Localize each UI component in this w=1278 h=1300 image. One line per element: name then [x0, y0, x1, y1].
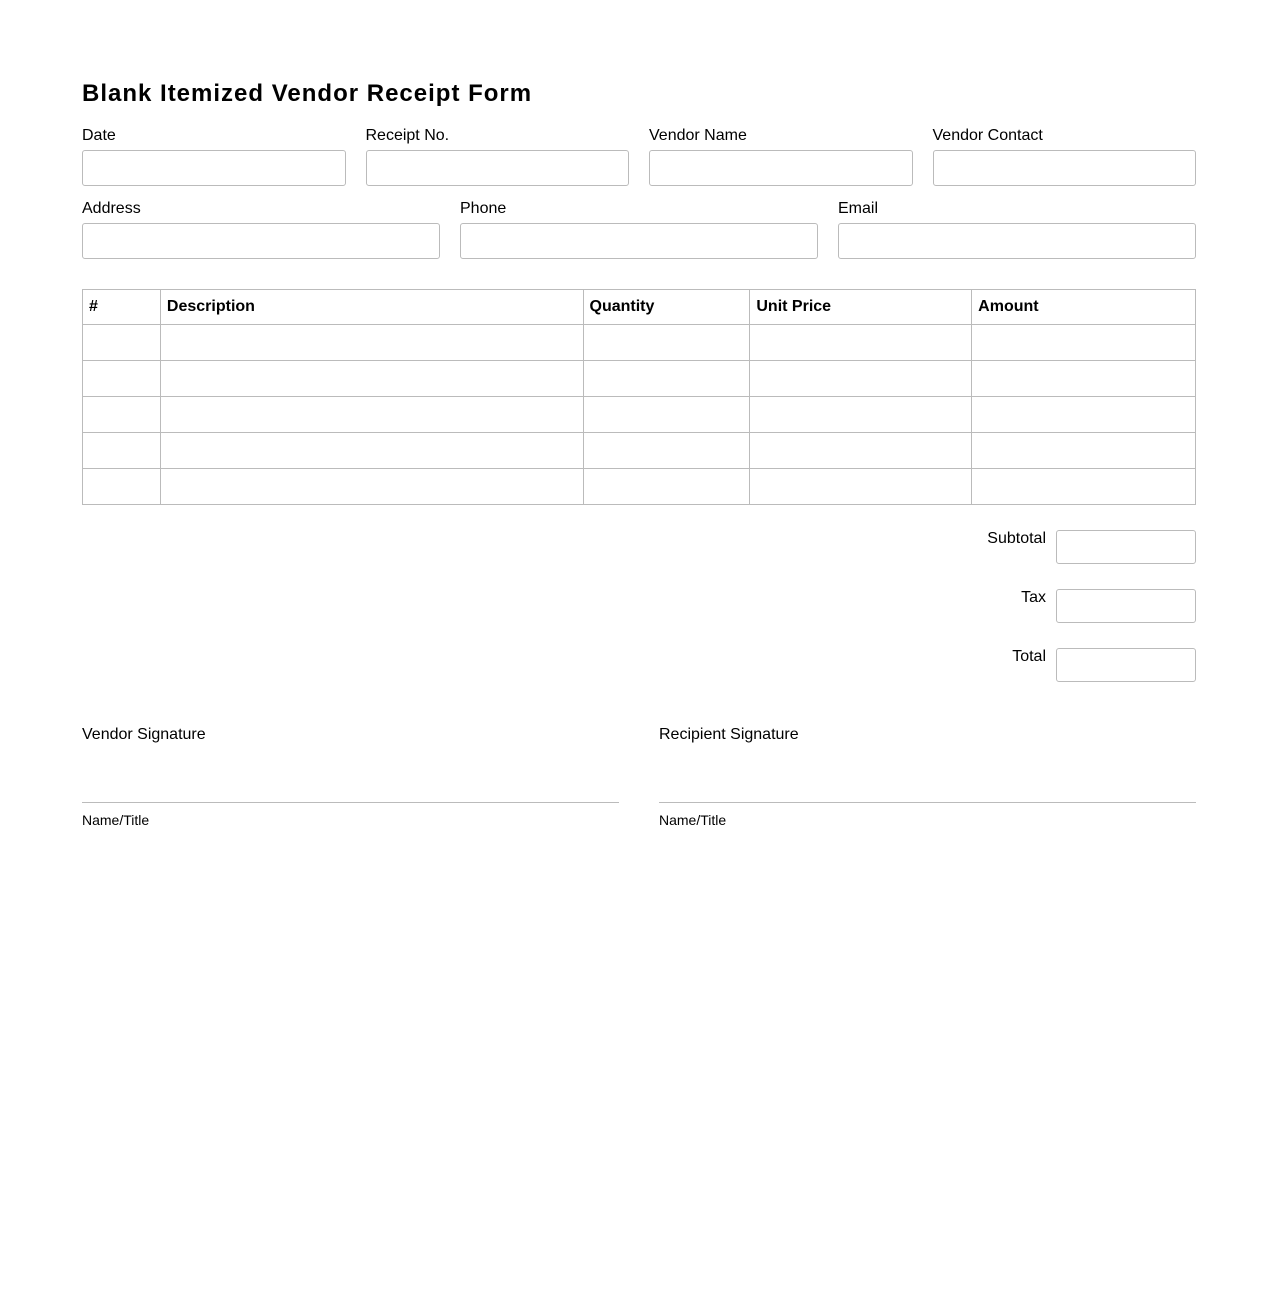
col-header-number: #	[83, 290, 161, 325]
date-input[interactable]	[82, 150, 346, 186]
cell-description[interactable]	[160, 469, 583, 505]
cell-description[interactable]	[160, 325, 583, 361]
email-label: Email	[838, 200, 879, 217]
cell-amount[interactable]	[972, 433, 1196, 469]
total-input[interactable]	[1056, 648, 1196, 682]
receipt-no-label: Receipt No.	[365, 127, 450, 144]
address-label: Address	[82, 200, 141, 217]
cell-quantity[interactable]	[583, 325, 750, 361]
email-input[interactable]	[838, 223, 1196, 259]
tax-row	[896, 589, 1196, 648]
recipient-name-title-label: Name/Title	[659, 812, 727, 828]
cell-quantity[interactable]	[583, 469, 750, 505]
totals-section	[896, 530, 1196, 707]
cell-number[interactable]	[83, 361, 161, 397]
subtotal-input[interactable]	[1056, 530, 1196, 564]
phone-field-group	[460, 200, 818, 259]
cell-amount[interactable]	[972, 325, 1196, 361]
vendor-contact-field-group	[933, 127, 1197, 186]
cell-unit-price[interactable]	[750, 361, 972, 397]
cell-unit-price[interactable]	[750, 397, 972, 433]
vendor-name-input[interactable]	[649, 150, 913, 186]
subtotal-label: Subtotal	[987, 530, 1046, 547]
cell-unit-price[interactable]	[750, 433, 972, 469]
address-field-group	[82, 200, 440, 259]
table-row	[83, 325, 1196, 361]
recipient-signature-label: Recipient Signature	[659, 726, 799, 743]
tax-label: Tax	[1021, 589, 1046, 606]
cell-description[interactable]	[160, 361, 583, 397]
page-title: Blank Itemized Vendor Receipt Form	[82, 80, 533, 107]
cell-description[interactable]	[160, 433, 583, 469]
col-header-quantity: Quantity	[583, 290, 750, 325]
vendor-contact-label: Vendor Contact	[932, 127, 1043, 144]
table-row	[83, 469, 1196, 505]
phone-input[interactable]	[460, 223, 818, 259]
subtotal-row	[896, 530, 1196, 589]
vendor-signature-line[interactable]	[82, 802, 619, 803]
cell-unit-price[interactable]	[750, 469, 972, 505]
vendor-signature-label: Vendor Signature	[82, 726, 206, 743]
date-field-group	[82, 127, 346, 186]
vendor-name-label: Vendor Name	[649, 127, 747, 144]
header-fields-row-1	[82, 127, 1196, 186]
tax-input[interactable]	[1056, 589, 1196, 623]
receipt-no-input[interactable]	[366, 150, 630, 186]
date-label: Date	[82, 127, 116, 144]
cell-description[interactable]	[160, 397, 583, 433]
phone-label: Phone	[460, 200, 507, 217]
total-row	[896, 648, 1196, 707]
total-label: Total	[1012, 648, 1046, 665]
vendor-contact-input[interactable]	[933, 150, 1197, 186]
cell-quantity[interactable]	[583, 361, 750, 397]
cell-number[interactable]	[83, 433, 161, 469]
address-input[interactable]	[82, 223, 440, 259]
vendor-signature-block	[82, 726, 619, 828]
cell-quantity[interactable]	[583, 397, 750, 433]
col-header-amount: Amount	[972, 290, 1196, 325]
table-row	[83, 397, 1196, 433]
cell-amount[interactable]	[972, 361, 1196, 397]
recipient-signature-block	[659, 726, 1196, 828]
recipient-signature-line[interactable]	[659, 802, 1196, 803]
cell-quantity[interactable]	[583, 433, 750, 469]
table-row	[83, 433, 1196, 469]
table-row	[83, 361, 1196, 397]
cell-amount[interactable]	[972, 469, 1196, 505]
cell-number[interactable]	[83, 325, 161, 361]
vendor-name-field-group	[649, 127, 913, 186]
items-table	[82, 289, 1196, 505]
email-field-group	[838, 200, 1196, 259]
cell-number[interactable]	[83, 469, 161, 505]
cell-unit-price[interactable]	[750, 325, 972, 361]
header-fields-row-2	[82, 200, 1196, 259]
cell-amount[interactable]	[972, 397, 1196, 433]
vendor-name-title-label: Name/Title	[82, 812, 150, 828]
receipt-no-field-group	[366, 127, 630, 186]
table-header-row	[83, 290, 1196, 325]
col-header-unit-price: Unit Price	[750, 290, 972, 325]
cell-number[interactable]	[83, 397, 161, 433]
col-header-description: Description	[160, 290, 583, 325]
